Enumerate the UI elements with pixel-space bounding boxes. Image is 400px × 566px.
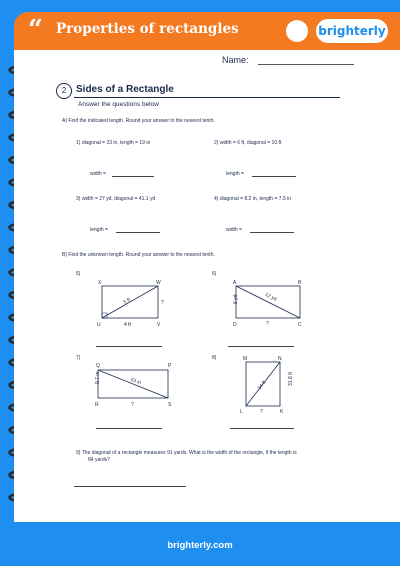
name-field-line[interactable]: [258, 64, 354, 65]
quote-icon: “: [28, 15, 43, 45]
figure-8-label-tl: M: [243, 356, 248, 362]
figure-6-label-br: C: [298, 322, 302, 328]
question-1: 1) diagonal = 23 in, length = 19 in: [76, 140, 151, 146]
question-8: 8): [212, 355, 217, 361]
figure-5-label-tl: X: [98, 280, 102, 286]
figure-7-left-label: 9.7 in: [95, 371, 101, 384]
figure-8-label-bl: L: [240, 409, 243, 415]
section-underline: [74, 97, 340, 98]
figure-8-right-label: 31.8 ft: [288, 372, 294, 386]
question-7-answer-line[interactable]: [96, 428, 162, 429]
circle-decoration: [286, 20, 308, 42]
figure-6-label-tr: B: [298, 280, 302, 286]
question-2: 2) width = 6 ft, diagonal = 10 ft: [214, 140, 282, 146]
figure-8-diagonal-label: 34 ft: [256, 379, 268, 392]
question-3-answer-line[interactable]: [116, 232, 160, 233]
figure-5-diagonal-label: 5 ft: [122, 297, 132, 306]
figure-7-label-tl: Q: [96, 363, 100, 369]
question-6: 6): [212, 271, 217, 277]
question-5: 5): [76, 271, 81, 277]
page-title: Properties of rectangles: [56, 21, 239, 37]
question-1-answer-label: width =: [90, 171, 106, 177]
figure-7-label-br: S: [168, 402, 172, 408]
question-4: 4) diagonal = 8.2 in, length = 7.5 in: [214, 196, 292, 202]
figure-8-label-br: K: [280, 409, 284, 415]
figure-6-label-bl: D: [233, 322, 237, 328]
section-title: Sides of a Rectangle: [76, 84, 174, 95]
figure-7-bottom-label: ?: [131, 402, 134, 408]
figure-7-label-tr: P: [168, 363, 172, 369]
section-subtitle: Answer the questions below: [78, 101, 159, 108]
question-9-line-2: 84 yards?: [88, 457, 110, 463]
figure-6-label-tl: A: [233, 280, 237, 286]
question-8-answer-line[interactable]: [230, 428, 294, 429]
brand-logo: brighterly: [316, 19, 388, 43]
question-2-answer-line[interactable]: [252, 176, 296, 177]
figure-6-left-label: 6 yd: [233, 294, 239, 304]
section-number: 2: [56, 83, 72, 99]
part-b-instruction: B) Find the unknown length. Round your answer to the nearest tenth.: [62, 252, 215, 258]
figure-5-label-br: V: [157, 322, 161, 328]
question-2-answer-label: length =: [226, 171, 244, 177]
figure-6-diagonal-label: 12 yd: [263, 291, 278, 303]
figure-6-bottom-label: ?: [266, 321, 269, 327]
figure-5-right-label: ?: [161, 300, 164, 306]
question-3: 3) width = 27 yd, diagonal = 41.1 yd: [76, 196, 156, 202]
question-9-line-1: 9) The diagonal of a rectangle measures 91 yards. What is the width of the rectangle, if the length is: [76, 450, 297, 456]
figure-7-label-bl: R: [95, 402, 99, 408]
figure-7-diagonal-label: 53 in: [129, 376, 142, 387]
figure-6-rectangle: [226, 276, 310, 334]
worksheet: [14, 50, 400, 522]
figure-5-label-bl: U: [97, 322, 101, 328]
figure-5-label-tr: W: [156, 280, 161, 286]
question-7: 7): [76, 355, 81, 361]
figure-8-rectangle: [236, 352, 296, 416]
figure-8-label-tr: N: [278, 356, 282, 362]
name-label: Name:: [222, 55, 249, 65]
question-6-answer-line[interactable]: [228, 346, 294, 347]
figure-5-bottom-label: 4 ft: [124, 322, 131, 328]
question-4-answer-label: width =: [226, 227, 242, 233]
question-3-answer-label: length =: [90, 227, 108, 233]
part-a-instruction: A) Find the indicated length. Round your answer to the nearest tenth.: [62, 118, 215, 124]
header-bar: [14, 12, 400, 50]
question-4-answer-line[interactable]: [250, 232, 294, 233]
question-9-answer-line[interactable]: [74, 486, 186, 487]
figure-8-bottom-label: ?: [260, 409, 263, 415]
question-1-answer-line[interactable]: [112, 176, 154, 177]
figure-7-rectangle: [86, 360, 176, 412]
footer-site: brighterly.com: [167, 540, 233, 551]
figure-5-rectangle: [94, 276, 174, 332]
question-5-answer-line[interactable]: [96, 346, 162, 347]
